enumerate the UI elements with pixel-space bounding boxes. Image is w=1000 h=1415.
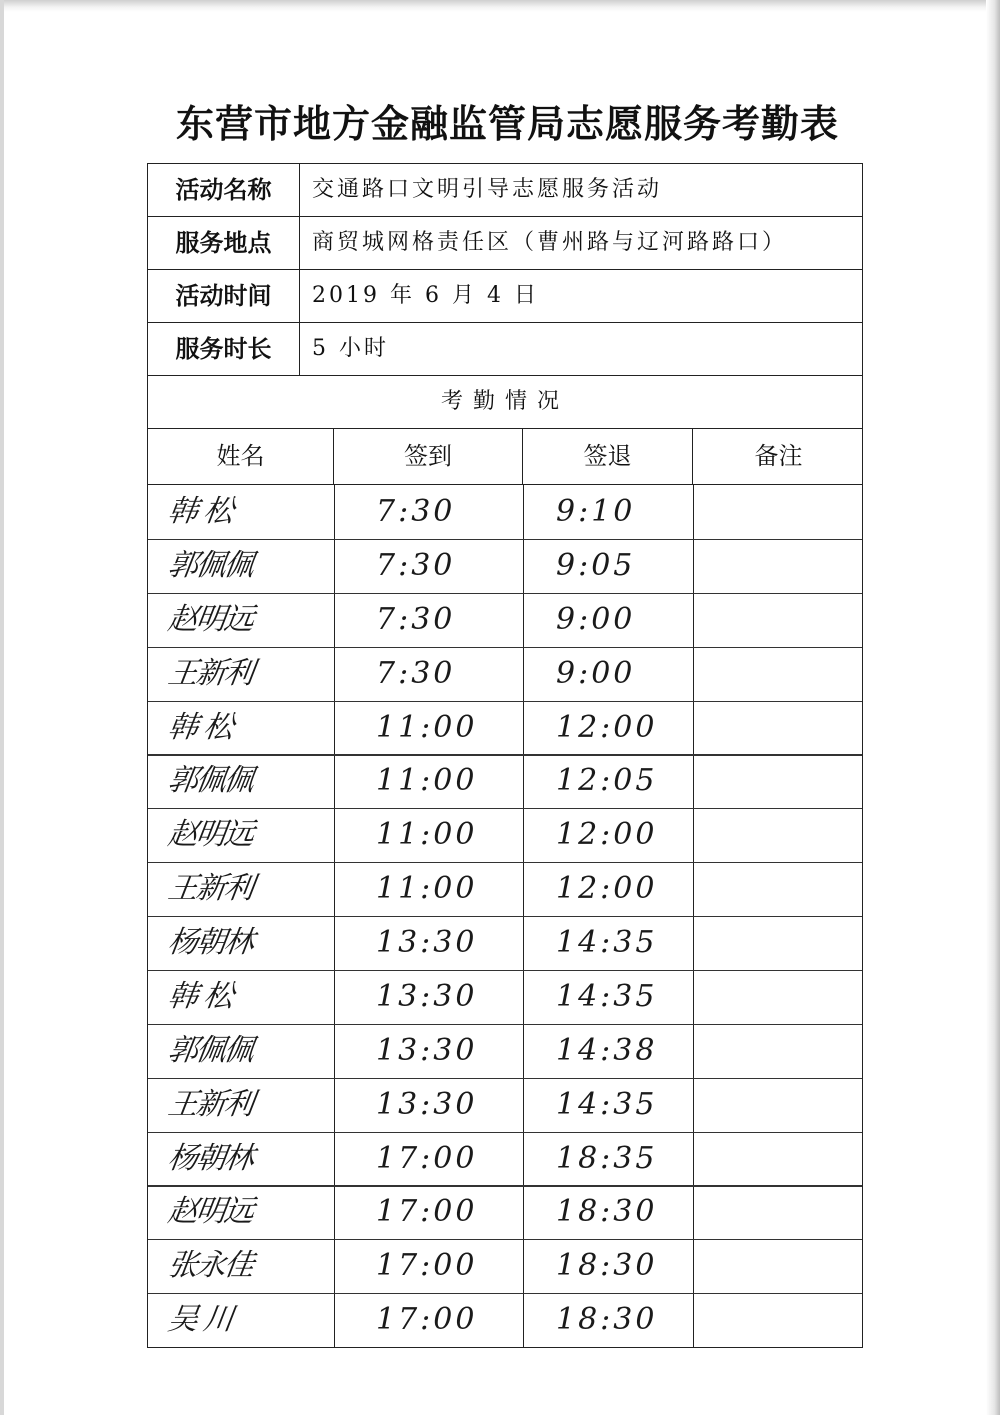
info-row-activity-time [148, 270, 862, 323]
note-cell [708, 485, 848, 539]
scan-edge-top [0, 0, 1000, 12]
handwritten-sign-in-time: 13:30 [376, 1086, 478, 1122]
handwritten-sign-in-time: 7:30 [376, 655, 456, 691]
table-row [148, 970, 862, 1024]
note-cell [708, 754, 848, 808]
handwritten-name: 韩 松 [165, 978, 235, 1014]
handwritten-sign-in-time: 17:00 [376, 1194, 478, 1230]
note-cell [708, 808, 848, 862]
handwritten-name: 郭佩佩 [165, 763, 255, 799]
handwritten-sign-in-time: 17:00 [376, 1302, 478, 1338]
table-row [148, 916, 862, 970]
info-label: 活动时间 [148, 270, 300, 322]
handwritten-sign-out-time: 18:30 [556, 1194, 658, 1230]
handwritten-sign-out-time: 12:00 [556, 709, 658, 745]
info-value: 2019 年 6 月 4 日 [312, 283, 539, 308]
note-cell [708, 1078, 848, 1132]
note-cell [708, 970, 848, 1024]
note-cell [708, 539, 848, 593]
handwritten-sign-out-time: 18:30 [556, 1302, 658, 1338]
table-row [148, 1185, 862, 1239]
table-row [148, 1293, 862, 1347]
handwritten-sign-out-time: 9:00 [556, 601, 636, 637]
handwritten-sign-out-time: 18:30 [556, 1248, 658, 1284]
scan-edge-right [986, 0, 1000, 1415]
info-label: 活动名称 [148, 164, 300, 216]
column-header-sign-in: 签到 [334, 429, 523, 484]
handwritten-sign-out-time: 18:35 [556, 1140, 658, 1176]
handwritten-sign-out-time: 14:35 [556, 1086, 658, 1122]
handwritten-name: 杨朝林 [165, 1140, 255, 1176]
table-row [148, 485, 862, 539]
handwritten-sign-in-time: 11:00 [376, 817, 478, 853]
info-value: 商贸城网格责任区（曹州路与辽河路路口） [312, 230, 788, 255]
table-row [148, 1024, 862, 1078]
column-header-note: 备注 [754, 442, 803, 470]
note-cell [708, 1024, 848, 1078]
handwritten-sign-out-time: 14:35 [556, 978, 658, 1014]
note-cell [708, 1239, 848, 1293]
table-row [148, 1132, 862, 1186]
note-cell [708, 1185, 848, 1239]
handwritten-name: 王新利 [165, 1086, 255, 1122]
note-cell [708, 1293, 848, 1347]
handwritten-name: 赵明远 [165, 817, 255, 853]
handwritten-sign-in-time: 11:00 [376, 763, 478, 799]
table-row [148, 862, 862, 916]
note-cell [708, 1132, 848, 1186]
handwritten-sign-out-time: 12:05 [556, 763, 658, 799]
handwritten-sign-in-time: 7:30 [376, 601, 456, 637]
handwritten-name: 郭佩佩 [165, 1032, 255, 1068]
handwritten-sign-out-time: 12:00 [556, 817, 658, 853]
attendance-rows [148, 485, 862, 1347]
handwritten-sign-in-time: 13:30 [376, 1032, 478, 1068]
handwritten-sign-in-time: 11:00 [376, 871, 478, 907]
info-row-service-location [148, 217, 862, 270]
handwritten-sign-out-time: 9:10 [556, 494, 636, 529]
handwritten-sign-out-time: 9:00 [556, 655, 636, 691]
column-header-name: 姓名 [148, 429, 334, 484]
table-row [148, 754, 862, 808]
table-row [148, 1239, 862, 1293]
handwritten-sign-in-time: 17:00 [376, 1248, 478, 1284]
info-row-activity-name [148, 164, 862, 217]
info-label: 服务时长 [148, 323, 300, 375]
table-row [148, 701, 862, 755]
table-row [148, 593, 862, 647]
handwritten-sign-in-time: 7:30 [376, 494, 456, 529]
attendance-sheet [147, 163, 863, 1348]
handwritten-name: 王新利 [165, 655, 255, 691]
column-header-sign-out: 签退 [523, 429, 693, 484]
handwritten-name: 赵明远 [165, 601, 255, 637]
handwritten-name: 张永佳 [165, 1248, 255, 1284]
handwritten-name: 韩 松 [165, 494, 235, 529]
scan-edge-left [0, 0, 4, 1415]
handwritten-name: 赵明远 [165, 1194, 255, 1230]
handwritten-sign-in-time: 13:30 [376, 925, 478, 960]
table-header [148, 429, 862, 485]
info-value: 交通路口文明引导志愿服务活动 [312, 177, 663, 202]
handwritten-sign-out-time: 14:38 [556, 1032, 658, 1068]
handwritten-name: 韩 松 [165, 709, 235, 745]
handwritten-sign-in-time: 17:00 [376, 1140, 478, 1176]
info-label: 服务地点 [148, 217, 300, 269]
attendance-section-title: 考勤情况 [148, 376, 862, 429]
note-cell [708, 593, 848, 647]
handwritten-sign-out-time: 9:05 [556, 547, 636, 583]
table-row [148, 539, 862, 593]
handwritten-name: 杨朝林 [165, 925, 255, 960]
page-title: 东营市地方金融监管局志愿服务考勤表 [175, 101, 839, 146]
note-cell [708, 701, 848, 755]
info-row-service-duration [148, 323, 862, 376]
table-row [148, 647, 862, 701]
note-cell [708, 862, 848, 916]
note-cell [708, 916, 848, 970]
handwritten-name: 吴 川 [165, 1302, 235, 1338]
handwritten-sign-out-time: 12:00 [556, 871, 658, 907]
table-row [148, 808, 862, 862]
handwritten-name: 郭佩佩 [165, 547, 255, 583]
info-value: 5 小时 [312, 336, 389, 361]
table-row [148, 1078, 862, 1132]
handwritten-sign-out-time: 14:35 [556, 925, 658, 960]
note-cell [708, 647, 848, 701]
handwritten-sign-in-time: 11:00 [376, 709, 478, 745]
handwritten-name: 王新利 [165, 871, 255, 907]
handwritten-sign-in-time: 7:30 [376, 547, 456, 583]
handwritten-sign-in-time: 13:30 [376, 978, 478, 1014]
